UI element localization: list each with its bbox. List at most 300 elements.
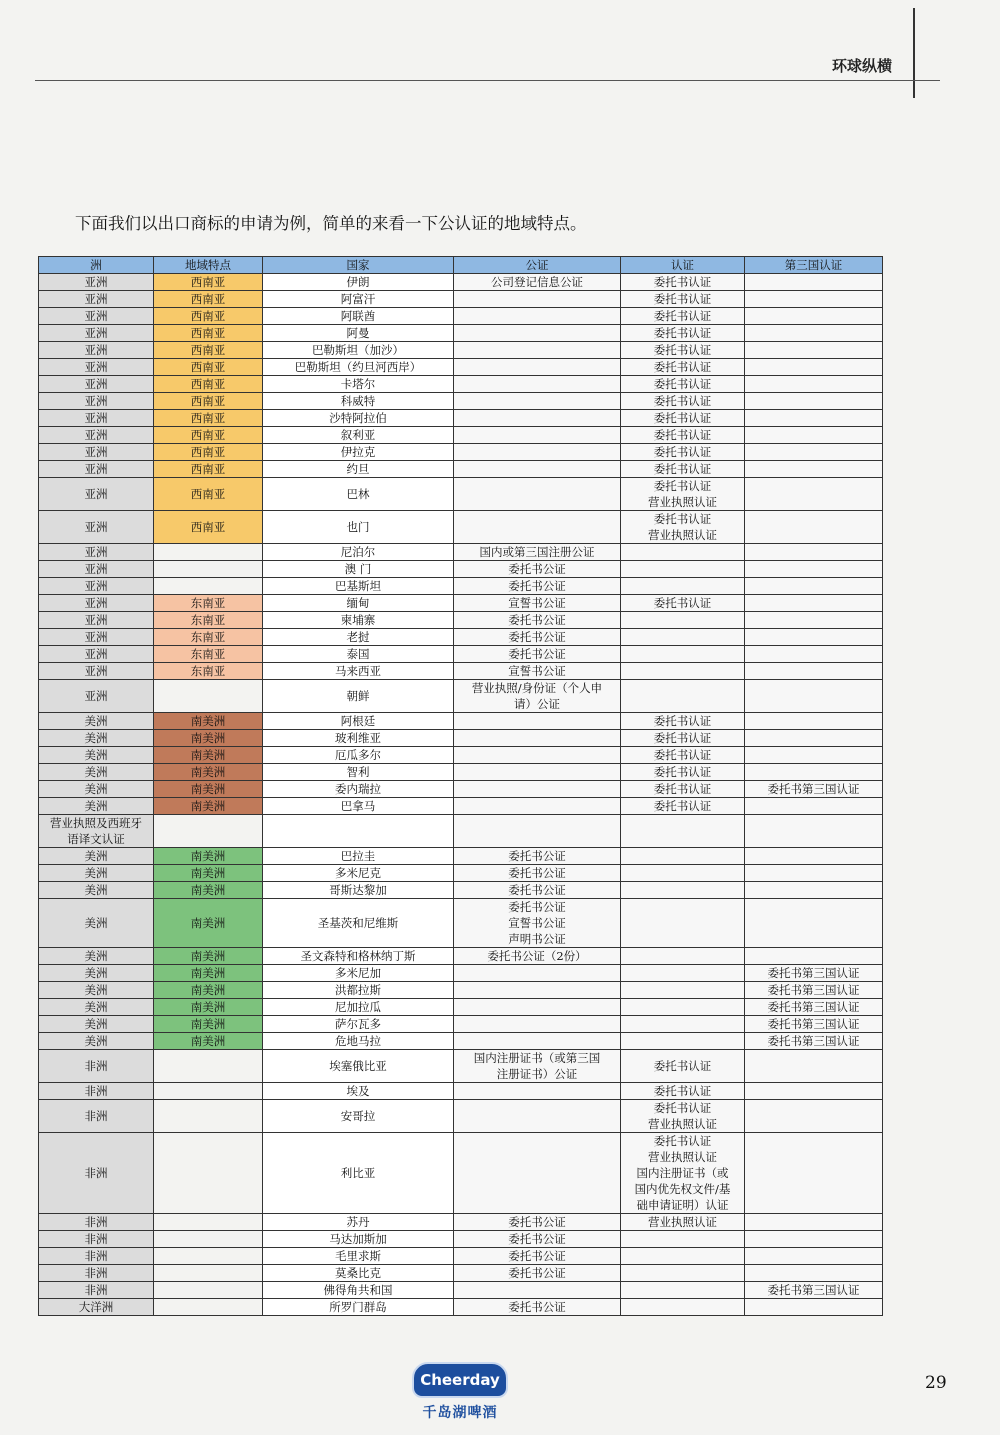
country-cell: 澳 门 bbox=[263, 561, 454, 578]
third-country-cell bbox=[745, 1214, 883, 1231]
continent-cell: 亚洲 bbox=[39, 427, 154, 444]
continent-cell: 亚洲 bbox=[39, 393, 154, 410]
continent-cell: 亚洲 bbox=[39, 325, 154, 342]
region-cell: 西南亚 bbox=[154, 291, 263, 308]
region-cell: 东南亚 bbox=[154, 646, 263, 663]
notarization-cell bbox=[454, 1033, 621, 1050]
region-cell: 南美洲 bbox=[154, 781, 263, 798]
table-row bbox=[39, 1016, 883, 1033]
third-country-cell bbox=[745, 342, 883, 359]
notarization-cell: 委托书公证 bbox=[454, 882, 621, 899]
table-row bbox=[39, 798, 883, 815]
authentication-cell bbox=[621, 629, 745, 646]
authentication-cell bbox=[621, 1231, 745, 1248]
authentication-cell bbox=[621, 1299, 745, 1316]
authentication-cell bbox=[621, 899, 745, 948]
table-row bbox=[39, 646, 883, 663]
continent-cell: 亚洲 bbox=[39, 478, 154, 511]
col-header-authentication: 认证 bbox=[621, 257, 745, 274]
continent-cell: 美洲 bbox=[39, 848, 154, 865]
notarization-cell: 委托书公证 bbox=[454, 1265, 621, 1282]
continent-cell: 亚洲 bbox=[39, 308, 154, 325]
table-row bbox=[39, 747, 883, 764]
col-header-region: 地域特点 bbox=[154, 257, 263, 274]
region-cell bbox=[154, 544, 263, 561]
notarization-cell bbox=[454, 781, 621, 798]
country-cell: 莫桑比克 bbox=[263, 1265, 454, 1282]
authentication-cell bbox=[621, 848, 745, 865]
region-cell: 西南亚 bbox=[154, 444, 263, 461]
region-cell: 南美洲 bbox=[154, 848, 263, 865]
continent-cell: 亚洲 bbox=[39, 629, 154, 646]
table-row bbox=[39, 1282, 883, 1299]
country-cell: 也门 bbox=[263, 511, 454, 544]
country-cell: 马达加斯加 bbox=[263, 1231, 454, 1248]
third-country-cell bbox=[745, 713, 883, 730]
authentication-cell: 委托书认证 bbox=[621, 713, 745, 730]
authentication-cell bbox=[621, 1016, 745, 1033]
third-country-cell bbox=[745, 629, 883, 646]
third-country-cell bbox=[745, 680, 883, 713]
table-row bbox=[39, 1100, 883, 1133]
notarization-cell bbox=[454, 444, 621, 461]
authentication-cell: 委托书认证 营业执照认证 国内注册证书（或 国内优先权文件/基 础申请证明）认证 bbox=[621, 1133, 745, 1214]
region-cell: 南美洲 bbox=[154, 1016, 263, 1033]
notarization-cell bbox=[454, 965, 621, 982]
region-cell: 东南亚 bbox=[154, 629, 263, 646]
table-row bbox=[39, 544, 883, 561]
region-cell bbox=[154, 1050, 263, 1083]
table-row bbox=[39, 461, 883, 478]
authentication-cell bbox=[621, 1265, 745, 1282]
table-row bbox=[39, 1299, 883, 1316]
table-row bbox=[39, 427, 883, 444]
notarization-cell: 委托书公证 bbox=[454, 646, 621, 663]
country-cell: 巴勒斯坦（加沙） bbox=[263, 342, 454, 359]
notarization-cell: 委托书公证 bbox=[454, 865, 621, 882]
notarization-cell: 国内或第三国注册公证 bbox=[454, 544, 621, 561]
third-country-cell: 委托书第三国认证 bbox=[745, 999, 883, 1016]
notarization-cell: 宣誓书公证 bbox=[454, 595, 621, 612]
region-cell bbox=[154, 1248, 263, 1265]
country-cell: 委内瑞拉 bbox=[263, 781, 454, 798]
country-cell: 沙特阿拉伯 bbox=[263, 410, 454, 427]
table-row bbox=[39, 1231, 883, 1248]
country-cell: 毛里求斯 bbox=[263, 1248, 454, 1265]
authentication-cell: 营业执照认证 bbox=[621, 1214, 745, 1231]
country-cell: 巴拿马 bbox=[263, 798, 454, 815]
authentication-cell: 委托书认证 营业执照认证 bbox=[621, 478, 745, 511]
authentication-cell: 委托书认证 bbox=[621, 376, 745, 393]
authentication-cell bbox=[621, 561, 745, 578]
third-country-cell bbox=[745, 848, 883, 865]
table-row bbox=[39, 376, 883, 393]
table-row bbox=[39, 965, 883, 982]
notarization-cell: 委托书公证 bbox=[454, 1214, 621, 1231]
country-cell: 巴林 bbox=[263, 478, 454, 511]
country-cell: 利比亚 bbox=[263, 1133, 454, 1214]
notarization-cell: 营业执照/身份证（个人申 请）公证 bbox=[454, 680, 621, 713]
notarization-cell bbox=[454, 461, 621, 478]
continent-cell: 美洲 bbox=[39, 948, 154, 965]
region-cell bbox=[154, 680, 263, 713]
region-cell: 南美洲 bbox=[154, 899, 263, 948]
continent-cell: 美洲 bbox=[39, 1033, 154, 1050]
continent-cell: 非洲 bbox=[39, 1231, 154, 1248]
authentication-cell: 委托书认证 bbox=[621, 1050, 745, 1083]
brand-logo bbox=[412, 1362, 508, 1424]
region-cell bbox=[154, 1100, 263, 1133]
third-country-cell bbox=[745, 1299, 883, 1316]
third-country-cell bbox=[745, 578, 883, 595]
third-country-cell bbox=[745, 948, 883, 965]
table-row bbox=[39, 848, 883, 865]
table-row bbox=[39, 899, 883, 948]
table-row bbox=[39, 410, 883, 427]
third-country-cell bbox=[745, 478, 883, 511]
region-cell: 南美洲 bbox=[154, 882, 263, 899]
third-country-cell bbox=[745, 612, 883, 629]
third-country-cell bbox=[745, 764, 883, 781]
continent-cell: 亚洲 bbox=[39, 461, 154, 478]
third-country-cell bbox=[745, 1100, 883, 1133]
third-country-cell bbox=[745, 882, 883, 899]
authentication-cell bbox=[621, 612, 745, 629]
table-row bbox=[39, 663, 883, 680]
country-cell bbox=[263, 815, 454, 848]
notarization-cell: 公司登记信息公证 bbox=[454, 274, 621, 291]
country-cell: 卡塔尔 bbox=[263, 376, 454, 393]
table-row bbox=[39, 342, 883, 359]
continent-cell: 亚洲 bbox=[39, 612, 154, 629]
continent-cell: 亚洲 bbox=[39, 663, 154, 680]
continent-cell: 美洲 bbox=[39, 713, 154, 730]
country-cell: 埃及 bbox=[263, 1083, 454, 1100]
notarization-cell bbox=[454, 291, 621, 308]
page-number: 29 bbox=[925, 1373, 947, 1393]
country-cell: 老挝 bbox=[263, 629, 454, 646]
continent-cell: 营业执照及西班牙 语译文认证 bbox=[39, 815, 154, 848]
region-cell: 西南亚 bbox=[154, 308, 263, 325]
notarization-cell bbox=[454, 1100, 621, 1133]
authentication-cell: 委托书认证 bbox=[621, 730, 745, 747]
country-cell: 约旦 bbox=[263, 461, 454, 478]
region-cell: 东南亚 bbox=[154, 595, 263, 612]
region-cell: 西南亚 bbox=[154, 461, 263, 478]
authentication-cell bbox=[621, 663, 745, 680]
continent-cell: 亚洲 bbox=[39, 291, 154, 308]
continent-cell: 亚洲 bbox=[39, 544, 154, 561]
table-row bbox=[39, 561, 883, 578]
col-header-notarization: 公证 bbox=[454, 257, 621, 274]
country-cell: 朝鲜 bbox=[263, 680, 454, 713]
country-cell: 佛得角共和国 bbox=[263, 1282, 454, 1299]
continent-cell: 亚洲 bbox=[39, 444, 154, 461]
header-rule bbox=[35, 80, 940, 81]
notarization-cell: 国内注册证书（或第三国 注册证书）公证 bbox=[454, 1050, 621, 1083]
third-country-cell bbox=[745, 1133, 883, 1214]
country-cell: 柬埔寨 bbox=[263, 612, 454, 629]
third-country-cell bbox=[745, 308, 883, 325]
continent-cell: 非洲 bbox=[39, 1050, 154, 1083]
continent-cell: 美洲 bbox=[39, 865, 154, 882]
country-cell: 泰国 bbox=[263, 646, 454, 663]
authentication-cell: 委托书认证 bbox=[621, 444, 745, 461]
country-cell: 巴基斯坦 bbox=[263, 578, 454, 595]
table-row bbox=[39, 948, 883, 965]
continent-cell: 亚洲 bbox=[39, 578, 154, 595]
table-row bbox=[39, 1265, 883, 1282]
table-row bbox=[39, 764, 883, 781]
table-row bbox=[39, 444, 883, 461]
third-country-cell bbox=[745, 747, 883, 764]
continent-cell: 非洲 bbox=[39, 1083, 154, 1100]
country-cell: 洪都拉斯 bbox=[263, 982, 454, 999]
col-header-continent: 洲 bbox=[39, 257, 154, 274]
region-cell: 西南亚 bbox=[154, 274, 263, 291]
authentication-cell: 委托书认证 bbox=[621, 274, 745, 291]
country-cell: 萨尔瓦多 bbox=[263, 1016, 454, 1033]
region-cell: 西南亚 bbox=[154, 478, 263, 511]
table-row bbox=[39, 781, 883, 798]
authentication-cell: 委托书认证 bbox=[621, 359, 745, 376]
region-cell: 南美洲 bbox=[154, 730, 263, 747]
region-cell: 西南亚 bbox=[154, 359, 263, 376]
region-cell bbox=[154, 815, 263, 848]
notarization-cell bbox=[454, 1282, 621, 1299]
third-country-cell bbox=[745, 544, 883, 561]
notarization-cell bbox=[454, 359, 621, 376]
notarization-cell bbox=[454, 999, 621, 1016]
continent-cell: 亚洲 bbox=[39, 376, 154, 393]
table-row bbox=[39, 982, 883, 999]
continent-cell: 亚洲 bbox=[39, 595, 154, 612]
third-country-cell bbox=[745, 444, 883, 461]
notarization-cell bbox=[454, 815, 621, 848]
third-country-cell bbox=[745, 274, 883, 291]
continent-cell: 亚洲 bbox=[39, 646, 154, 663]
table-row bbox=[39, 1248, 883, 1265]
authentication-cell: 委托书认证 bbox=[621, 781, 745, 798]
table-header-row bbox=[39, 257, 883, 274]
table-row bbox=[39, 1133, 883, 1214]
table-row bbox=[39, 578, 883, 595]
region-cell: 南美洲 bbox=[154, 982, 263, 999]
notarization-cell bbox=[454, 798, 621, 815]
third-country-cell: 委托书第三国认证 bbox=[745, 781, 883, 798]
notarization-cell bbox=[454, 427, 621, 444]
country-cell: 叙利亚 bbox=[263, 427, 454, 444]
region-cell: 南美洲 bbox=[154, 948, 263, 965]
table-row bbox=[39, 308, 883, 325]
authentication-cell bbox=[621, 646, 745, 663]
notarization-cell bbox=[454, 478, 621, 511]
region-cell: 东南亚 bbox=[154, 612, 263, 629]
region-cell: 西南亚 bbox=[154, 410, 263, 427]
table-row bbox=[39, 1050, 883, 1083]
continent-cell: 美洲 bbox=[39, 798, 154, 815]
region-cell: 南美洲 bbox=[154, 798, 263, 815]
authentication-cell bbox=[621, 1282, 745, 1299]
authentication-cell bbox=[621, 578, 745, 595]
continent-cell: 亚洲 bbox=[39, 410, 154, 427]
table-row bbox=[39, 629, 883, 646]
third-country-cell bbox=[745, 1050, 883, 1083]
continent-cell: 大洋洲 bbox=[39, 1299, 154, 1316]
notarization-cell: 委托书公证 bbox=[454, 612, 621, 629]
continent-cell: 美洲 bbox=[39, 982, 154, 999]
third-country-cell bbox=[745, 561, 883, 578]
notarization-cell bbox=[454, 1016, 621, 1033]
table-row bbox=[39, 1214, 883, 1231]
header-vertical-rule bbox=[913, 8, 915, 98]
table-row bbox=[39, 595, 883, 612]
third-country-cell: 委托书第三国认证 bbox=[745, 982, 883, 999]
third-country-cell bbox=[745, 815, 883, 848]
third-country-cell bbox=[745, 410, 883, 427]
authentication-cell: 委托书认证 营业执照认证 bbox=[621, 511, 745, 544]
continent-cell: 非洲 bbox=[39, 1282, 154, 1299]
continent-cell: 非洲 bbox=[39, 1214, 154, 1231]
continent-cell: 美洲 bbox=[39, 882, 154, 899]
notarization-cell bbox=[454, 1083, 621, 1100]
table-row bbox=[39, 865, 883, 882]
third-country-cell bbox=[745, 595, 883, 612]
notarization-cell: 委托书公证 bbox=[454, 561, 621, 578]
authentication-cell: 委托书认证 bbox=[621, 291, 745, 308]
country-cell: 尼加拉瓜 bbox=[263, 999, 454, 1016]
third-country-cell bbox=[745, 1083, 883, 1100]
certification-table bbox=[38, 256, 883, 1316]
authentication-cell: 委托书认证 bbox=[621, 410, 745, 427]
country-cell: 哥斯达黎加 bbox=[263, 882, 454, 899]
country-cell: 多米尼加 bbox=[263, 965, 454, 982]
third-country-cell bbox=[745, 376, 883, 393]
table-row bbox=[39, 730, 883, 747]
authentication-cell: 委托书认证 bbox=[621, 764, 745, 781]
region-cell bbox=[154, 1133, 263, 1214]
country-cell: 伊朗 bbox=[263, 274, 454, 291]
third-country-cell bbox=[745, 359, 883, 376]
authentication-cell bbox=[621, 1033, 745, 1050]
authentication-cell: 委托书认证 营业执照认证 bbox=[621, 1100, 745, 1133]
continent-cell: 非洲 bbox=[39, 1265, 154, 1282]
authentication-cell: 委托书认证 bbox=[621, 342, 745, 359]
notarization-cell: 委托书公证（2份） bbox=[454, 948, 621, 965]
col-header-country: 国家 bbox=[263, 257, 454, 274]
region-cell: 西南亚 bbox=[154, 511, 263, 544]
notarization-cell bbox=[454, 747, 621, 764]
region-cell bbox=[154, 561, 263, 578]
notarization-cell: 委托书公证 bbox=[454, 1248, 621, 1265]
continent-cell: 美洲 bbox=[39, 781, 154, 798]
notarization-cell bbox=[454, 410, 621, 427]
authentication-cell: 委托书认证 bbox=[621, 308, 745, 325]
continent-cell: 美洲 bbox=[39, 747, 154, 764]
region-cell: 南美洲 bbox=[154, 865, 263, 882]
third-country-cell: 委托书第三国认证 bbox=[745, 1033, 883, 1050]
third-country-cell bbox=[745, 1248, 883, 1265]
notarization-cell bbox=[454, 376, 621, 393]
continent-cell: 非洲 bbox=[39, 1133, 154, 1214]
country-cell: 巴勒斯坦（约旦河西岸） bbox=[263, 359, 454, 376]
third-country-cell bbox=[745, 393, 883, 410]
continent-cell: 美洲 bbox=[39, 764, 154, 781]
table-row bbox=[39, 713, 883, 730]
third-country-cell: 委托书第三国认证 bbox=[745, 1282, 883, 1299]
country-cell: 阿富汗 bbox=[263, 291, 454, 308]
region-cell bbox=[154, 1299, 263, 1316]
table-row bbox=[39, 291, 883, 308]
authentication-cell: 委托书认证 bbox=[621, 427, 745, 444]
region-cell bbox=[154, 1231, 263, 1248]
authentication-cell bbox=[621, 982, 745, 999]
table-row bbox=[39, 815, 883, 848]
section-title: 环球纵横 bbox=[831, 57, 892, 75]
authentication-cell: 委托书认证 bbox=[621, 461, 745, 478]
authentication-cell: 委托书认证 bbox=[621, 747, 745, 764]
authentication-cell bbox=[621, 948, 745, 965]
third-country-cell: 委托书第三国认证 bbox=[745, 1016, 883, 1033]
country-cell: 厄瓜多尔 bbox=[263, 747, 454, 764]
notarization-cell bbox=[454, 342, 621, 359]
country-cell: 埃塞俄比亚 bbox=[263, 1050, 454, 1083]
table-row bbox=[39, 325, 883, 342]
authentication-cell bbox=[621, 1248, 745, 1265]
continent-cell: 亚洲 bbox=[39, 511, 154, 544]
third-country-cell bbox=[745, 1265, 883, 1282]
country-cell: 缅甸 bbox=[263, 595, 454, 612]
logo-chinese-name: 千岛湖啤酒 bbox=[422, 1405, 498, 1421]
authentication-cell: 委托书认证 bbox=[621, 325, 745, 342]
region-cell: 南美洲 bbox=[154, 713, 263, 730]
notarization-cell: 委托书公证 bbox=[454, 1299, 621, 1316]
third-country-cell bbox=[745, 427, 883, 444]
country-cell: 智利 bbox=[263, 764, 454, 781]
notarization-cell bbox=[454, 713, 621, 730]
country-cell: 多米尼克 bbox=[263, 865, 454, 882]
country-cell: 阿曼 bbox=[263, 325, 454, 342]
third-country-cell bbox=[745, 511, 883, 544]
region-cell: 南美洲 bbox=[154, 999, 263, 1016]
col-header-third-country: 第三国认证 bbox=[745, 257, 883, 274]
country-cell: 所罗门群岛 bbox=[263, 1299, 454, 1316]
country-cell: 阿联酋 bbox=[263, 308, 454, 325]
continent-cell: 美洲 bbox=[39, 965, 154, 982]
continent-cell: 美洲 bbox=[39, 999, 154, 1016]
region-cell: 南美洲 bbox=[154, 764, 263, 781]
third-country-cell bbox=[745, 798, 883, 815]
country-cell: 伊拉克 bbox=[263, 444, 454, 461]
notarization-cell: 委托书公证 bbox=[454, 578, 621, 595]
region-cell: 东南亚 bbox=[154, 663, 263, 680]
country-cell: 圣文森特和格林纳丁斯 bbox=[263, 948, 454, 965]
third-country-cell bbox=[745, 461, 883, 478]
continent-cell: 美洲 bbox=[39, 899, 154, 948]
table-row bbox=[39, 478, 883, 511]
continent-cell: 亚洲 bbox=[39, 274, 154, 291]
notarization-cell: 委托书公证 宣誓书公证 声明书公证 bbox=[454, 899, 621, 948]
table-row bbox=[39, 999, 883, 1016]
continent-cell: 美洲 bbox=[39, 730, 154, 747]
region-cell bbox=[154, 1083, 263, 1100]
table-row bbox=[39, 393, 883, 410]
third-country-cell bbox=[745, 899, 883, 948]
authentication-cell bbox=[621, 815, 745, 848]
country-cell: 科威特 bbox=[263, 393, 454, 410]
table-row bbox=[39, 1033, 883, 1050]
notarization-cell bbox=[454, 308, 621, 325]
